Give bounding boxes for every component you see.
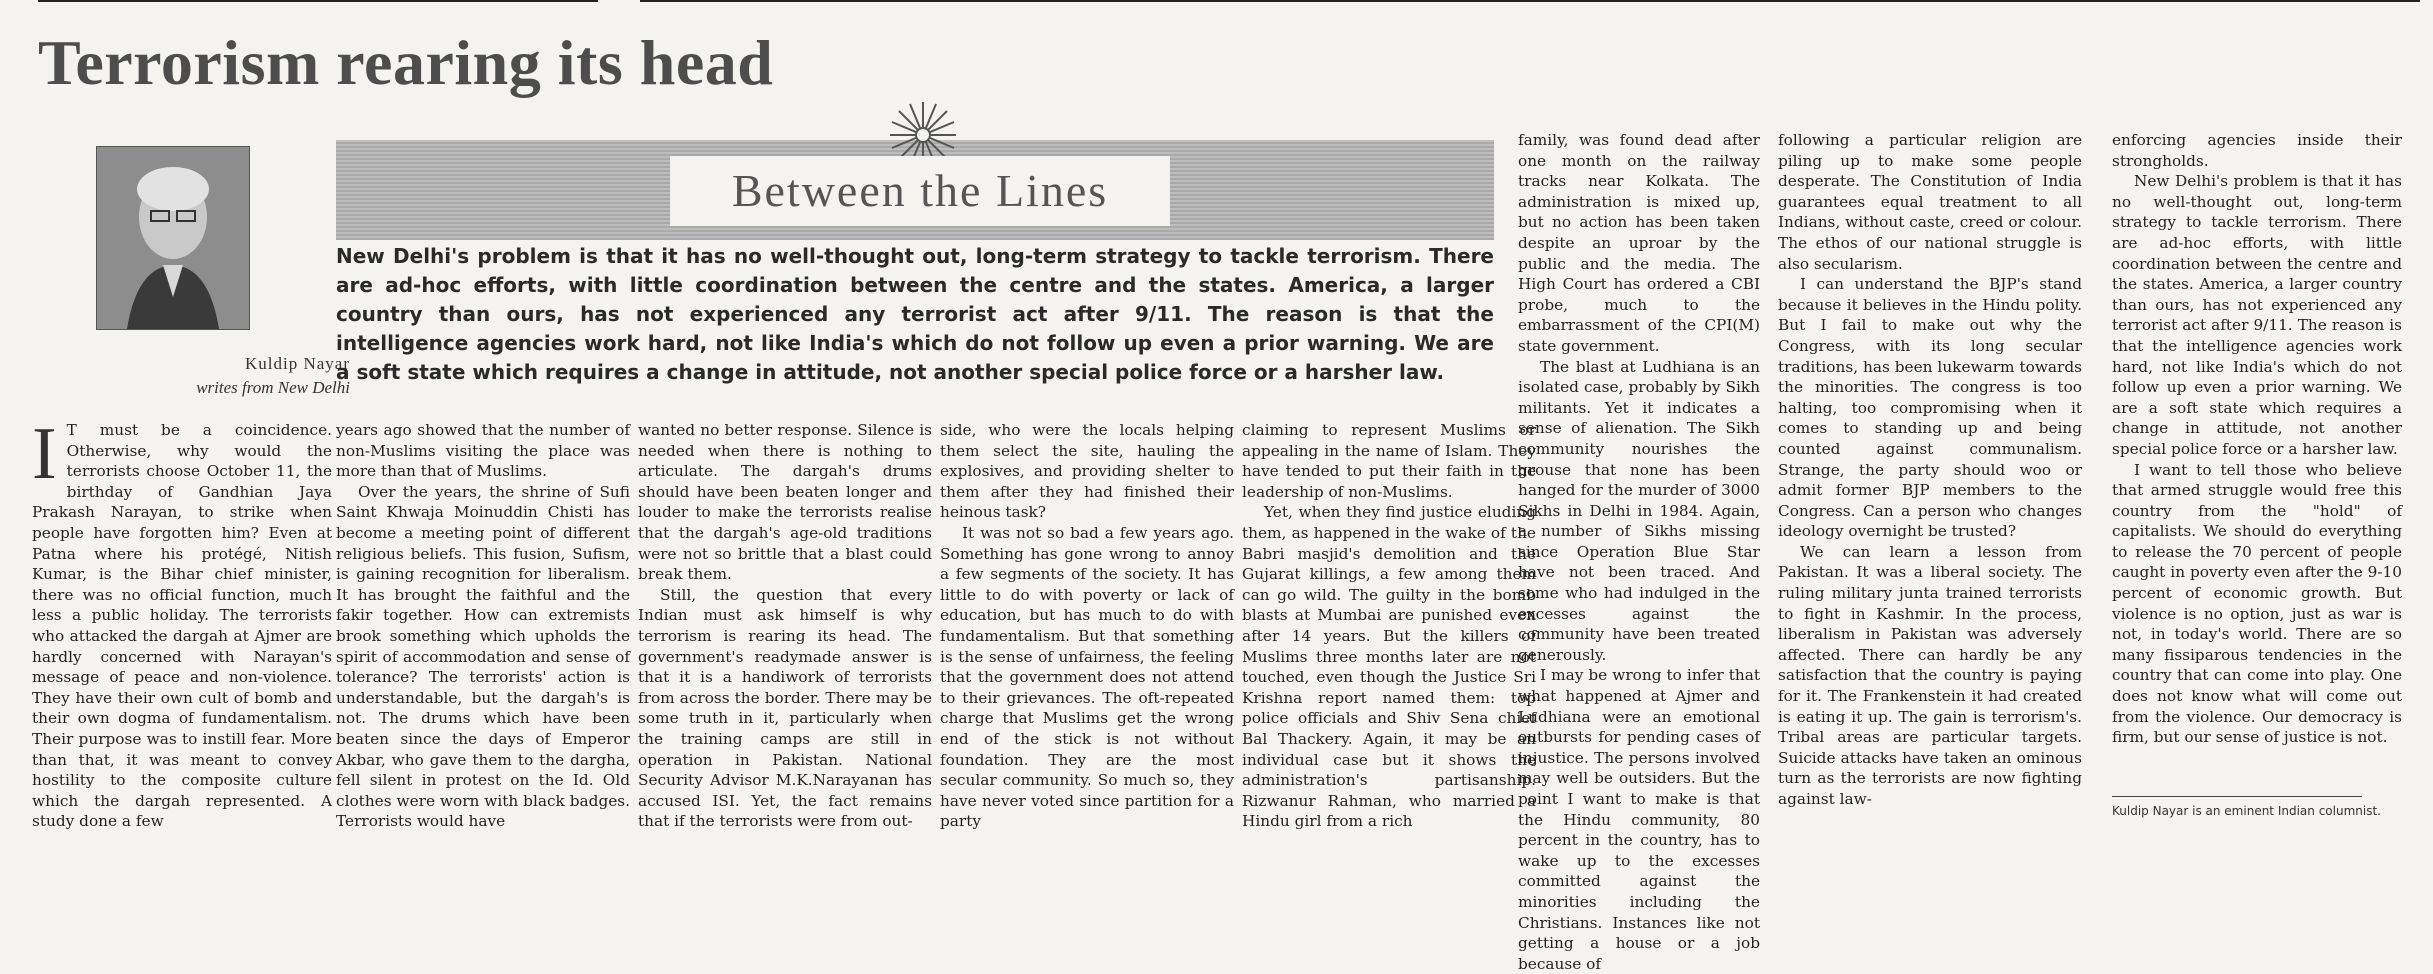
author-footnote: Kuldip Nayar is an eminent Indian columnist.: [2112, 804, 2381, 818]
paragraph: [32, 413, 332, 832]
paragraph: We can learn a lesson from Pakistan. It was a liberal society. The ruling military junta trained terrorists to fight in Kashmir. In the process, liberalism in Pakistan was adversely affected. There can hardly be any satisfaction that the country is paying for it. The Frankenstein it had created is eating it up. The gain is terrorism's. Tribal areas are particular targets. Suicide attacks have taken an ominous turn as the terrorists are now fighting against law-: [1778, 542, 2082, 808]
paragraph: New Delhi's problem is that it has no well-thought out, long-term strategy to tackle terrorism. There are ad-hoc efforts, with little coordination between the centre and the states. America, a larger country than ours, has not experienced any terrorist act after 9/11. The reason is that the intelligence agencies work hard, not like India's which do not follow up even a prior warning. We are a soft state which requires a change in attitude, not another special police force or a harsher law.: [2112, 172, 2402, 458]
paragraph: wanted no better response. Silence is needed when there is nothing to articulate. The dargah's drums should have been beaten longer and louder to make the terrorists realise that the dargah's age-old traditions were not so brittle that a blast could break them.: [638, 421, 932, 584]
column-4: [940, 420, 1234, 830]
footnote-rule: [2112, 796, 2362, 797]
top-rule-right: [640, 0, 2420, 2]
paragraph: It was not so bad a few years ago. Something has gone wrong to annoy a few segments of the society. It has little to do with poverty or lack of education, but has much to do with fundamentalism. But that something is the sense of unfairness, the feeling that the government does not attend to their grievances. The oft-repeated charge that Muslims get the wrong end of the stick is not without foundation. They are the most secular community. So much so, they have never voted since partition for a party: [940, 523, 1234, 831]
paragraph: following a particular religion are piling up to make some people desperate. The Constitution of India guarantees equal treatment to all Indians, without caste, creed or colour. The ethos of our national struggle is also secularism.: [1778, 131, 2082, 273]
paragraph: Over the years, the shrine of Sufi Saint Khwaja Moinuddin Chisti has become a meeting point of different religious beliefs. This fusion, Sufism, is gaining recognition for liberalism. It has brought the faithful and the fakir together. How can extremists brook something which upholds the spirit of accommodation and sense of tolerance? The terrorists' action is understandable, but the dargah's is not. The drums which have been beaten since the days of Emperor Akbar, who gave them to the dargha, fell silent in protest on the Id. Old clothes were worn with black badges. Terrorists would have: [336, 482, 630, 831]
paragraph: years ago showed that the number of non-Muslims visiting the place was more than that of Muslims.: [336, 421, 630, 481]
column-3: [638, 420, 932, 830]
author-photo: [96, 146, 250, 330]
author-location: writes from New Delhi: [196, 378, 350, 397]
paragraph: The blast at Ludhiana is an isolated case, probably by Sikh militants. Yet it indicates a sense of alienation. The Sikh community nourishes the grouse that none has been hanged for the murder of 3000 Sikhs in Delhi in 1984. Again, a number of Sikhs missing since Operation Blue Star have not been traced. And some who had indulged in the excesses against the community have been treated generously.: [1518, 357, 1760, 664]
column-7: [1778, 130, 2082, 835]
paragraph: family, was found dead after one month on the railway tracks near Kolkata. The administration is mixed up, but no action has been taken despite an uproar by the public and the media. The High Court has ordered a CBI probe, much to the embarrassment of the CPI(M) state government.: [1518, 131, 1760, 355]
paragraph: enforcing agencies inside their strongholds.: [2112, 131, 2402, 170]
column-6: [1518, 130, 1760, 973]
paragraph: side, who were the locals helping them select the site, hauling the explosives, and providing shelter to them after they had finished their heinous task?: [940, 421, 1234, 522]
column-8: [2112, 130, 2402, 790]
drop-cap: I: [32, 413, 57, 495]
section-title: Between the Lines: [670, 156, 1170, 226]
paragraph: I can understand the BJP's stand because it believes in the Hindu polity. But I fail to make out why the Congress, with its long secular traditions, has been lukewarm towards the minorities. The congress is too halting, too compromising when it comes to standing up and being counted against communalism. Strange, the party should woo or admit former BJP members to the Congress. Can a person who changes ideology overnight be trusted?: [1778, 275, 2082, 541]
standfirst: New Delhi's problem is that it has no well-thought out, long-term strategy to tackle terrorism. There are ad-hoc efforts, with little coordination between the centre and the states. America, a larger country than ours, has not experienced any terrorist act after 9/11. The reason is that the intelligence agencies work hard, not like India's which do not follow up even a prior warning. We are a soft state which requires a change in attitude, not another special police force or a harsher law.: [336, 244, 1494, 384]
paragraph: I may be wrong to infer that what happened at Ajmer and Ludhiana were an emotional outbursts for pending cases of injustice. The persons involved may well be outsiders. But the point I want to make is that the Hindu community, 80 percent in the country, has to wake up to the excesses committed against the minorities including the Christians. Instances like not getting a house or a job because of: [1518, 666, 1760, 973]
paragraph: claiming to represent Muslims or appealing in the name of Islam. They have tended to put their faith in the leadership of non-Muslims.: [1242, 421, 1536, 501]
paragraph: Still, the question that every Indian must ask himself is why terrorism is rearing its head. The government's readymade answer is that it is a handiwork of terrorists from across the border. There may be some truth in it, particularly when the training camps are still in operation in Pakistan. National Security Advisor M.K.Narayanan has accused ISI. Yet, the fact remains that if the terrorists were from out-: [638, 585, 932, 831]
column-1: [32, 413, 332, 831]
column-5: [1242, 420, 1536, 830]
column-2: [336, 420, 630, 830]
paragraph-text: T must be a coincidence. Otherwise, why would the terrorists choose October 11, the birthday of Gandhian Jaya Prakash Narayan, to strike when people have forgotten him? Even at Patna where his protégé, Nitish Kumar, is the Bihar chief minister, there was no official function, much less a public holiday. The terrorists who attacked the dargah at Ajmer are hardly concerned with Narayan's message of peace and non-violence. They have their own cult of bomb and their own dogma of fundamentalism. Their purpose was to instill fear. More than that, it was meant to convey hostility to the composite culture which the dargah represented. A study done a few: [32, 421, 332, 831]
paragraph: I want to tell those who believe that armed struggle would free this country from the "hold" of capitalists. We should do everything to release the 70 percent of people caught in poverty even after the 9-10 percent of economic growth. But violence is no option, just as war is not, in today's world. There are so many fissiparous tendencies in the country that can come into play. One does not know what will come out from the violence. Our democracy is firm, but our sense of justice is not.: [2112, 460, 2402, 747]
author-name: Kuldip Nayar: [244, 354, 350, 373]
paragraph: Yet, when they find justice eluding them, as happened in the wake of the Babri masjid's demolition and the Gujarat killings, a few among them can go wild. The guilty in the bomb blasts at Mumbai are punished even after 14 years. But the killers of Muslims three months later are not touched, even though the Justice Sri Krishna report named them: top police officials and Shiv Sena chief Bal Thackery. Again, it may be an individual case but it shows the administration's partisanship. Rizwanur Rahman, who married a Hindu girl from a rich: [1242, 503, 1536, 831]
top-rule-left: [38, 0, 598, 2]
headline: Terrorism rearing its head: [38, 27, 774, 98]
portrait-image: [97, 147, 249, 329]
